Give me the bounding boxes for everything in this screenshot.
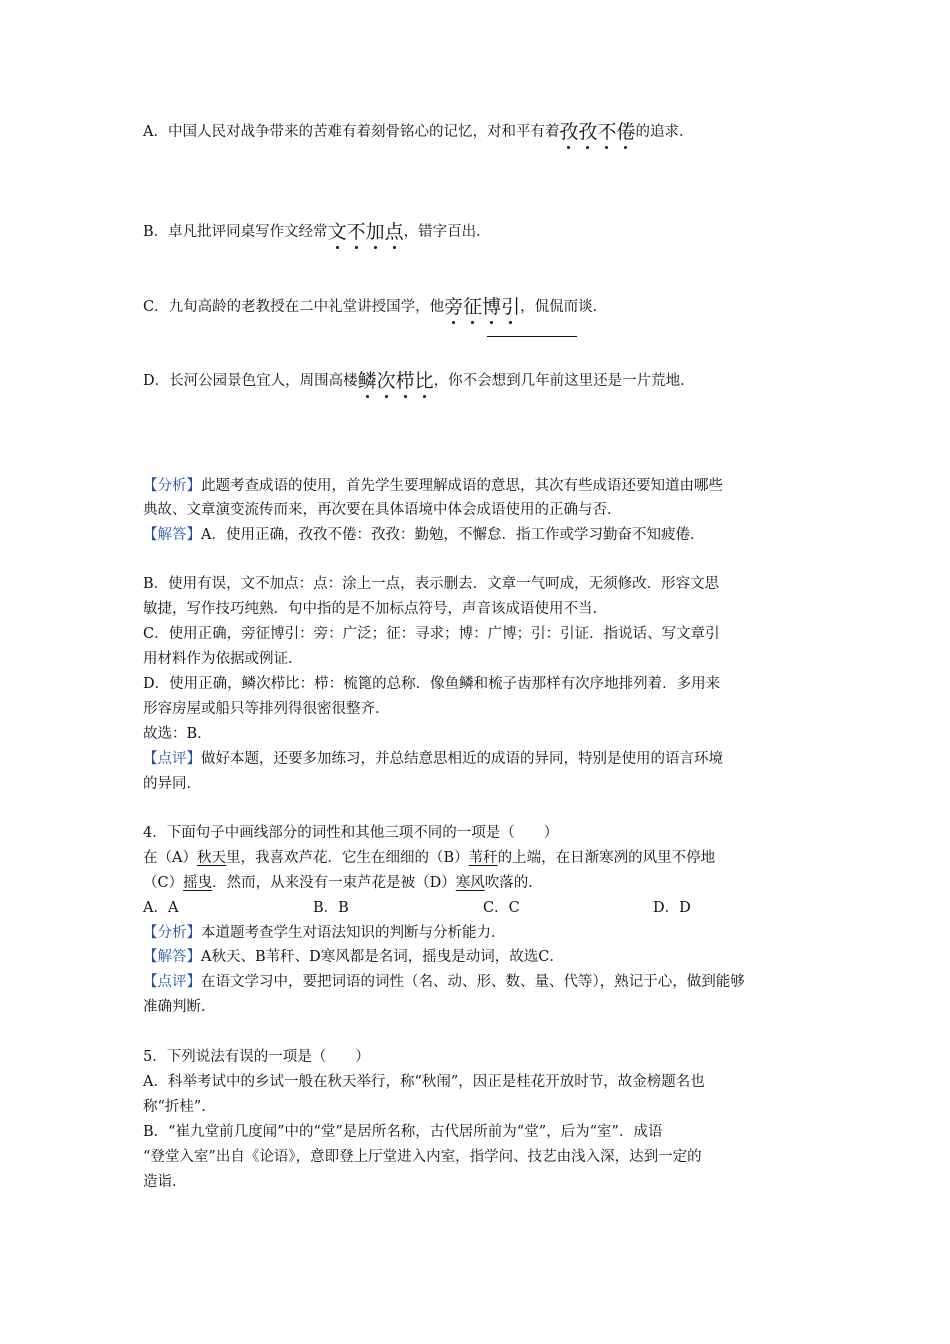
q5-b-line-1: B．“崔九堂前几度闻”中的“堂”是居所名称，古代居所前为“堂”，后为“室”．成语 [143,1124,663,1140]
q4-underlined-d: 寒风 [455,875,485,891]
answer-b-line-2: 敏捷，写作技巧纯熟．句中指的是不加标点符号，声音该成语使用不当． [143,601,607,617]
q4-answer-text: A秋天、B苇秆、D寒风都是名词，摇曳是动词，故选C． [201,949,564,965]
q4-underlined-b: 苇秆 [468,850,498,866]
option-d-post: ，你不会想到几年前这里还是一片荒地． [433,373,695,389]
q4-sentence-2 [143,873,543,893]
q4-answer [143,947,564,967]
q4-analysis-text: 本道题考查学生对语法知识的判断与分析能力． [201,925,506,941]
q4-comment-tag: 【点评】 [143,974,201,990]
q4-option-d: D．D [653,900,691,916]
option-c [143,297,607,317]
option-b [143,222,491,242]
q5-b-line-2: “登堂入室”出自《论语》，意即登上厅堂进入内室，指学问、技艺由浅入深，达到一定的 [143,1149,702,1165]
answer-d-line-1: D．使用正确，鳞次栉比：栉：梳篦的总称．像鱼鳞和梳子齿那样有次序地排列着．多用来 [143,676,721,692]
q5-title: 5．下列说法有误的一项是（ ） [143,1049,370,1065]
q4-analysis [143,923,506,943]
option-a-post: 的追求． [635,124,694,140]
choice-line: 故选：B． [143,726,212,742]
q4-comment-line-1 [143,972,745,992]
option-b-post: ，错字百出． [403,224,491,240]
q5-a-line-1: A．科举考试中的乡试一般在秋天举行，称“秋闱”，因正是桂花开放时节，故金榜题名也 [143,1074,705,1090]
q4-option-a: A．A [143,900,179,916]
answer-text-1: A．使用正确，孜孜不倦：孜孜：勤勉，不懈怠．指工作或学习勤奋不知疲倦． [201,527,705,543]
q4-s2-part-c: 吹落的． [484,875,543,891]
emphasis-dots [559,146,635,149]
option-d-idiom-text: 鳞次栉比 [357,370,434,392]
comment-text-1: 做好本题，还要多加练习，并总结意思相近的成语的异同，特别是使用的语言环境 [201,751,723,767]
q4-comment-line-2: 准确判断． [143,999,216,1015]
emphasis-dots [358,395,434,398]
option-c-underline [487,336,577,337]
q4-comment-text: 在语文学习中，要把词语的词性（名、动、形、数、量、代等），熟记于心，做到能够 [201,974,745,990]
q4-title: 4．下面句子中画线部分的词性和其他三项不同的一项是（ ） [143,825,559,841]
answer-tag: 【解答】 [143,527,201,543]
analysis-text-1: 此题考查成语的使用，首先学生要理解成语的意思，其次有些成语还要知道由哪些 [201,478,723,494]
comment-tag: 【点评】 [143,751,201,767]
comment-line-2: 的异同． [143,776,201,792]
q4-s2-part-b: ．然而，从来没有一束芦花是被（D） [212,875,456,891]
answer-c-line-2: 用材料作为依据或例证． [143,651,303,667]
comment-line-1 [143,749,723,769]
emphasis-dots [328,246,404,249]
q4-option-c: C．C [483,900,520,916]
answer-d-line-2: 形容房屋或船只等排列得很密很整齐． [143,701,390,717]
q4-s2-part-a: （C） [143,875,184,891]
q4-options [143,898,691,918]
option-b-idiom [328,222,404,242]
analysis-line-2: 典故、文章演变流传而来，再次要在具体语境中体会成语使用的正确与否． [143,502,622,518]
answer-line-1 [143,525,704,545]
option-d [143,371,695,391]
option-c-post: ，侃侃而谈． [520,299,608,315]
option-b-pre: B．卓凡批评同桌写作文经常 [143,224,328,240]
option-d-pre: D．长河公园景色宜人，周围高楼 [143,373,358,389]
answer-c-line-1: C．使用正确，旁征博引：旁：广泛；征：寻求；博：广博；引：引证．指说话、写文章引 [143,626,720,642]
option-a-idiom-text: 孜孜不倦 [559,121,636,143]
analysis-tag: 【分析】 [143,478,201,494]
q4-underlined-c: 摇曳 [183,875,213,891]
q4-s1-part-c: 的上端，在日渐寒冽的风里不停地 [497,850,716,866]
q4-s1-part-b: 里，我喜欢芦花．它生在细细的（B） [225,850,469,866]
emphasis-dots [444,321,520,324]
q4-sentence-1 [143,848,715,868]
option-a-pre: A．中国人民对战争带来的苦难有着刻骨铭心的记忆，对和平有着 [143,124,560,140]
q4-option-b: B．B [313,900,349,916]
q4-answer-tag: 【解答】 [143,949,201,965]
answer-b-line-1: B．使用有误，文不加点：点：涂上一点，表示删去．文章一气呵成，无须修改．形容文思 [143,576,720,592]
q5-b-line-3: 造诣． [143,1174,187,1190]
option-c-pre: C．九旬高龄的老教授在二中礼堂讲授国学，他 [143,299,445,315]
option-c-idiom-text: 旁征博引 [444,296,521,318]
option-b-idiom-text: 文不加点 [327,221,404,243]
option-d-idiom [358,371,434,391]
option-a [143,122,694,142]
q4-underlined-a: 秋天 [196,850,226,866]
analysis-line-1 [143,476,723,496]
option-c-idiom [444,297,520,317]
q4-s1-part-a: 在（A） [143,850,197,866]
q5-a-line-2: 称“折桂”． [143,1099,216,1115]
q4-analysis-tag: 【分析】 [143,925,201,941]
option-a-idiom [559,122,635,142]
